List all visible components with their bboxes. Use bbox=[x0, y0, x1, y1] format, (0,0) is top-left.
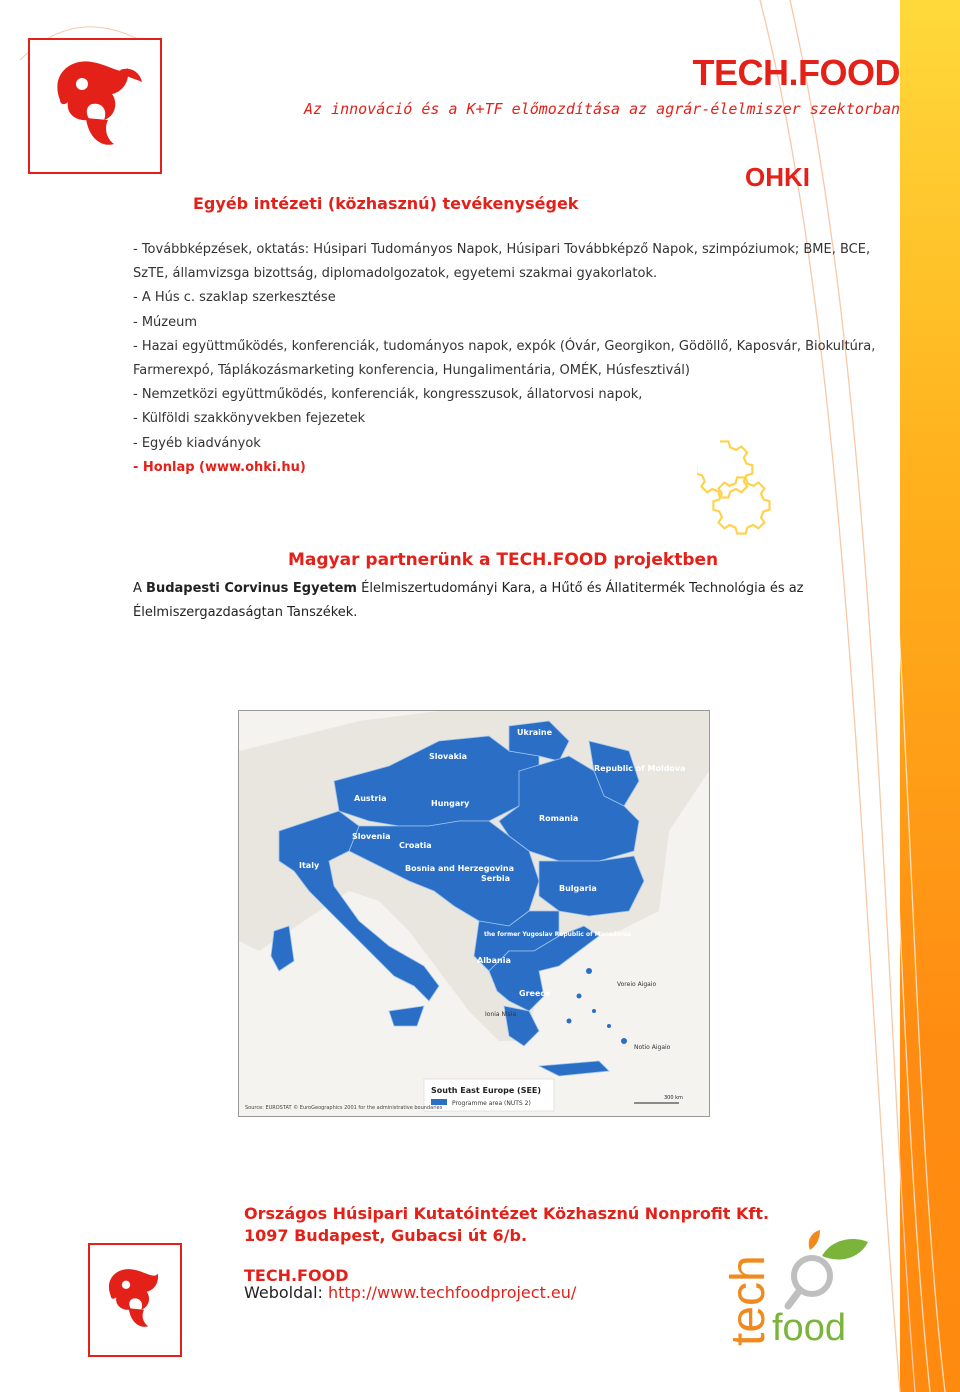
map-label-moldova: Republic of Moldova bbox=[594, 764, 686, 773]
partner-text-rest: Élelmiszertudományi Kara, a Hűtő és Állatitermék Technológia és az bbox=[356, 581, 804, 596]
partner-text-line2: Élelmiszergazdaságtan Tanszékek. bbox=[133, 605, 358, 620]
footer-web-link[interactable]: http://www.techfoodproject.eu/ bbox=[328, 1283, 577, 1302]
map-label-hungary: Hungary bbox=[431, 799, 470, 808]
map-label-italy: Italy bbox=[299, 861, 320, 870]
map-label-notio: Notio Aigaio bbox=[634, 1044, 671, 1051]
bull-logo-icon bbox=[30, 40, 160, 172]
partner-university: Budapesti Corvinus Egyetem bbox=[146, 581, 357, 596]
map-label-greece: Greece bbox=[519, 989, 551, 998]
list-item: - Egyéb kiadványok bbox=[133, 435, 261, 451]
footer-project: TECH.FOOD bbox=[244, 1266, 349, 1285]
brand-subtitle: Az innováció és a K+TF előmozdítása az agrár-élelmiszer szektorban bbox=[303, 100, 900, 118]
map-label-macedonia: the former Yugoslav Republic of Macedonia bbox=[484, 931, 632, 938]
map-label-bulgaria: Bulgaria bbox=[559, 884, 597, 893]
ohki-logo-top bbox=[28, 38, 162, 174]
homepage-link[interactable]: - Honlap (www.ohki.hu) bbox=[133, 459, 306, 475]
list-item: - Hazai együttműködés, konferenciák, tudományos napok, expók (Óvár, Georgikon, Gödöllő, Kaposvár, Biokultúra, bbox=[133, 338, 876, 354]
map-label-slovenia: Slovenia bbox=[352, 832, 391, 841]
techfood-logo bbox=[720, 1228, 870, 1358]
list-item: SzTE, államvizsga bizottság, diplomadolgozatok, egyetemi szakmai gyakorlatok. bbox=[133, 266, 658, 282]
map-label-ukraine: Ukraine bbox=[517, 728, 553, 737]
list-item: - Múzeum bbox=[133, 314, 198, 330]
logo-word-food: food bbox=[772, 1307, 846, 1349]
list-item: - Nemzetközi együttműködés, konferenciák, kongresszusok, állatorvosi napok, bbox=[133, 387, 643, 403]
list-item: - Továbbképzések, oktatás: Húsipari Tudományos Napok, Húsipari Továbbképző Napok, szimpóziumok; BME, BCE, bbox=[133, 242, 871, 257]
map-label-albania: Albania bbox=[477, 956, 511, 965]
partner-title: Magyar partnerünk a TECH.FOOD projektben bbox=[288, 550, 719, 570]
map-legend-title: South East Europe (SEE) bbox=[431, 1086, 542, 1095]
section-title: Egyéb intézeti (közhasznú) tevékenységek bbox=[193, 194, 579, 213]
leaf-icon bbox=[822, 1239, 868, 1260]
logo-word-tech: tech bbox=[722, 1255, 775, 1346]
partner-description bbox=[133, 577, 853, 625]
footer-web-label: Weboldal: bbox=[244, 1283, 328, 1302]
map-label-slovakia: Slovakia bbox=[429, 752, 468, 761]
map-label-ionia: Ionia Nisia bbox=[485, 1011, 517, 1018]
map-label-voreio: Voreio Aigaio bbox=[617, 981, 657, 988]
footer-organization bbox=[244, 1203, 769, 1247]
see-map bbox=[238, 710, 710, 1117]
list-item: - A Hús c. szaklap szerkesztése bbox=[133, 290, 336, 306]
ohki-logo-bottom bbox=[88, 1243, 182, 1357]
map-label-romania: Romania bbox=[539, 814, 579, 823]
map-label-austria: Austria bbox=[354, 794, 387, 803]
brand-title: TECH.FOOD bbox=[692, 52, 900, 93]
map-graphic bbox=[239, 711, 709, 1116]
org-short-name: OHKI bbox=[745, 162, 810, 192]
gear-icon bbox=[697, 436, 787, 536]
list-item: - Külföldi szakkönyvekben fejezetek bbox=[133, 411, 366, 427]
map-label-serbia: Serbia bbox=[481, 874, 510, 883]
list-item: Farmerexpó, Táplákozásmarketing konferencia, Hungalimentária, OMÉK, Húsfesztivál) bbox=[133, 362, 690, 378]
map-legend-item: Programme area (NUTS 2) bbox=[452, 1100, 531, 1107]
map-scale: 300 km bbox=[664, 1095, 683, 1101]
map-label-bosnia: Bosnia and Herzegovina bbox=[405, 864, 515, 873]
footer-website bbox=[244, 1283, 576, 1302]
partner-text-prefix: A bbox=[133, 581, 147, 596]
footer-org-name: Országos Húsipari Kutatóintézet Közhasznú Nonprofit Kft. bbox=[244, 1204, 770, 1223]
footer-address: 1097 Budapest, Gubacsi út 6/b. bbox=[244, 1226, 528, 1245]
map-source: Source: EUROSTAT © EuroGeographics 2001 for the administrative boundaries bbox=[245, 1105, 443, 1111]
bull-logo-icon bbox=[90, 1245, 180, 1355]
map-label-croatia: Croatia bbox=[399, 841, 432, 850]
